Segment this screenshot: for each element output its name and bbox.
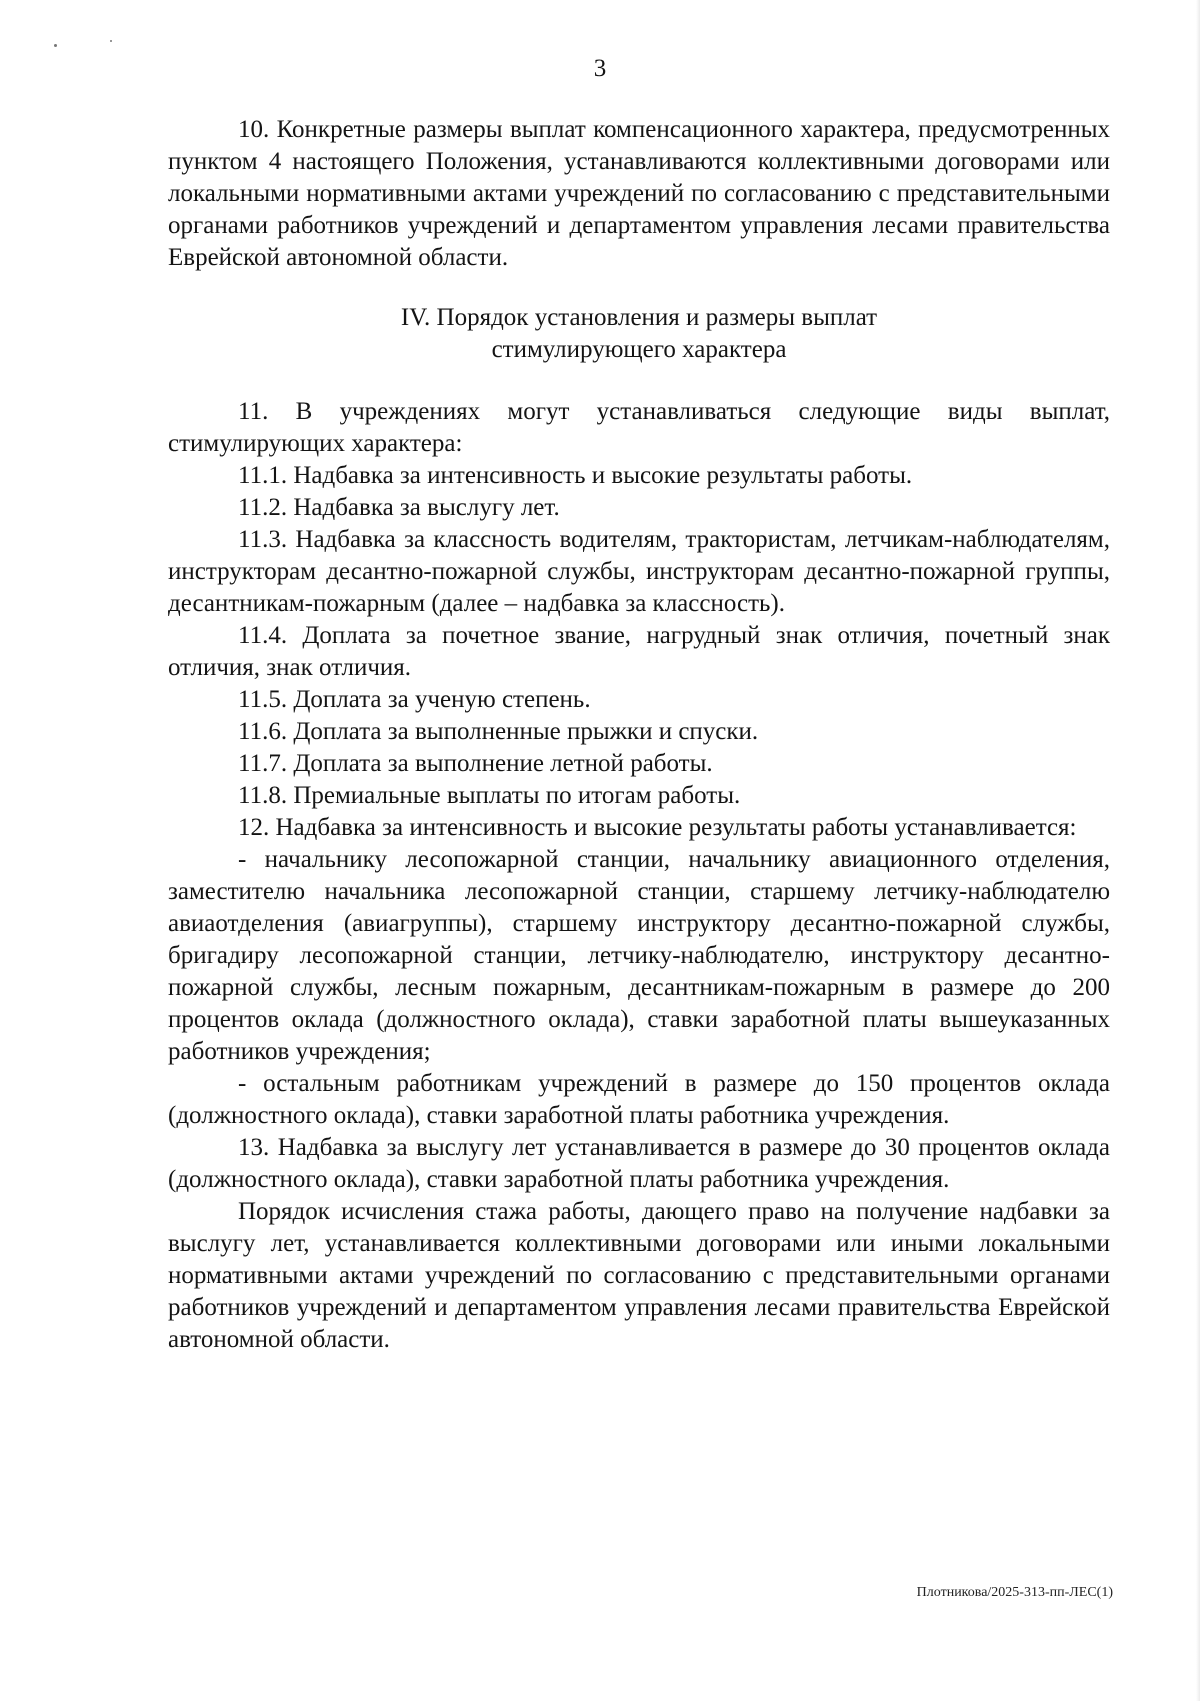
paragraph-11-7: 11.7. Доплата за выполнение летной работы. bbox=[238, 750, 713, 777]
section-heading bbox=[168, 302, 1110, 366]
scan-speck bbox=[54, 44, 57, 47]
paragraph-10: 10. Конкретные размеры выплат компенсационного характера, предусмотренных пунктом 4 настоящего Положения, устанавливаются коллективными договорами или локальными нормативными актами учреждений по согласованию с представительными органами работников учреждений и департаментом управления лесами правительства Еврейской автономной области. bbox=[168, 116, 1110, 271]
page-number: 3 bbox=[593, 55, 607, 82]
section-heading-line-2: стимулирующего характера bbox=[491, 336, 787, 363]
paragraph-11-6: 11.6. Доплата за выполненные прыжки и спуски. bbox=[238, 718, 759, 745]
paragraph-11: 11. В учреждениях могут устанавливаться следующие виды выплат, стимулирующих характера: bbox=[168, 398, 1110, 457]
section-heading-line-1: IV. Порядок установления и размеры выплат bbox=[400, 304, 878, 331]
paragraph-12-item-2: - остальным работникам учреждений в размере до 150 процентов оклада (должностного оклада), ставки заработной платы работника учреждения. bbox=[168, 1070, 1110, 1129]
paragraph-13: 13. Надбавка за выслугу лет устанавливается в размере до 30 процентов оклада (должностного оклада), ставки заработной платы работника учреждения. bbox=[168, 1134, 1110, 1193]
scan-edge-shadow bbox=[1196, 0, 1200, 1701]
scan-speck bbox=[110, 40, 112, 42]
paragraph-12: 12. Надбавка за интенсивность и высокие результаты работы устанавливается: bbox=[238, 814, 1077, 841]
paragraph-11-4: 11.4. Доплата за почетное звание, нагрудный знак отличия, почетный знак отличия, знак отличия. bbox=[168, 622, 1110, 681]
paragraph-11-8: 11.8. Премиальные выплаты по итогам работы. bbox=[238, 782, 741, 809]
paragraph-11-1: 11.1. Надбавка за интенсивность и высокие результаты работы. bbox=[238, 462, 913, 489]
document-reference-footer: Плотникова/2025-313-пп-ЛЕС(1) bbox=[916, 1585, 1113, 1600]
paragraph-12-item-1: - начальнику лесопожарной станции, начальнику авиационного отделения, заместителю начальника лесопожарной станции, старшему летчику-наблюдателю авиаотделения (авиагруппы), старшему инструктору десантно-пожарной службы, бригадиру лесопожарной станции, летчику-наблюдателю, инструктору десантно-пожарной службы, лесным пожарным, десантникам-пожарным в размере до 200 процентов оклада (должностного оклада), ставки заработной платы вышеуказанных работников учреждения; bbox=[168, 846, 1110, 1065]
paragraph-11-3: 11.3. Надбавка за классность водителям, трактористам, летчикам-наблюдателям, инструкторам десантно-пожарной службы, инструкторам десантно-пожарной группы, десантникам-пожарным (далее – надбавка за классность). bbox=[168, 526, 1110, 617]
paragraph-13-procedure: Порядок исчисления стажа работы, дающего право на получение надбавки за выслугу лет, устанавливается коллективными договорами или иными локальными нормативными актами учреждений по согласованию с представительными органами работников учреждений и департаментом управления лесами правительства Еврейской автономной области. bbox=[168, 1198, 1110, 1353]
paragraph-11-2: 11.2. Надбавка за выслугу лет. bbox=[238, 494, 560, 521]
document-body bbox=[168, 114, 1110, 1356]
paragraph-11-5: 11.5. Доплата за ученую степень. bbox=[238, 686, 591, 713]
